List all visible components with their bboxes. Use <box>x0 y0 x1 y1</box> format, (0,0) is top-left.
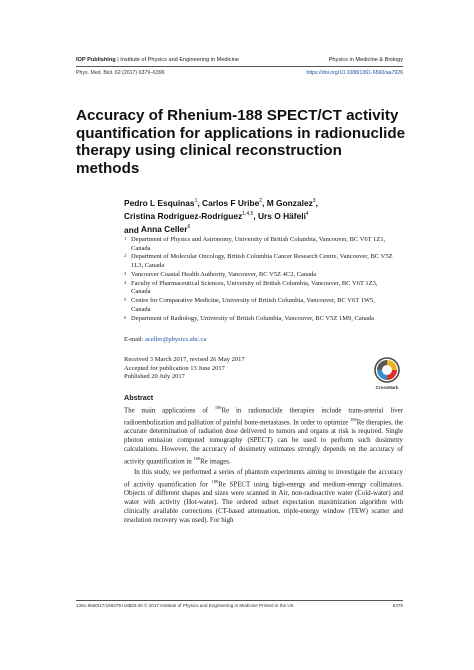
author: Cristina Rodríguez-Rodríguez$^{1,4,5}$, <box>124 211 258 222</box>
contact-email <box>124 336 324 343</box>
institute-name: Institute of Physics and Engineering in Medicine <box>120 57 240 63</box>
affiliation: 5 Centre for Comparative Medicine, University of British Columbia, Vancouver, BC V6T 1W5, Canada <box>124 297 375 313</box>
crossmark-icon[interactable] <box>374 357 400 387</box>
affiliation: 1 Department of Physics and Astronomy, University of British Columbia, Vancouver, BC V6T 1Z1, Canada <box>124 236 386 252</box>
author: Pedro L Esquinas$^1$, <box>124 197 203 208</box>
author: Anna Celler$^6$ <box>140 224 191 235</box>
header-rule <box>76 66 403 67</box>
page-number: 6379 <box>392 603 403 608</box>
page-footer <box>76 603 403 611</box>
crossmark-label: CrossMark <box>375 385 399 390</box>
abstract-paragraph: In this study, we performed a series of phantom experiments aiming to investigate the accuracy of activity quantification for $^{188}$Re SPECT using high-energy and medium-energy collimators. Objects of different shapes and sizes were scanned in Air, non-radioactive water (Cold-water) and water with activity (Hot-water). The ordered subset expectation maximization algorithm with clinically available corrections (CT-based attenuation, triple-energy window (TEW) scatter and resolution recovery was used). For high <box>124 468 403 524</box>
affiliation: 3 Vancouver Coastal Health Authority, Vancouver, BC V5Z 4C2, Canada <box>124 270 317 278</box>
email-link[interactable]: aceller@physics.ubc.ca <box>145 336 207 343</box>
publisher-line <box>76 57 239 63</box>
footer-rule <box>76 600 403 601</box>
citation-ref: Phys. Med. Biol. 62 (2017) 6379–6396 <box>76 70 165 76</box>
published-date: Published 20 July 2017 <box>124 373 185 381</box>
received-date: Received 3 March 2017, revised 26 May 2017 <box>124 356 245 363</box>
author-list <box>124 196 394 236</box>
author: M Gonzalez$^3$, <box>266 197 318 208</box>
affiliation: 2 Department of Molecular Oncology, British Columbia Cancer Research Centre, Vancouver, BC V5Z 1L3, Canada <box>124 253 393 270</box>
publication-dates <box>124 356 324 382</box>
paper-title: Accuracy of Rhenium-188 SPECT/CT activity quantification for applications in radionuclide therapy using clinical reconstruction methods <box>76 107 406 177</box>
header-separator: | <box>117 57 121 63</box>
author-and: and <box>124 224 141 235</box>
journal-name: Physics in Medicine & Biology <box>328 57 403 63</box>
email-label: E-mail: <box>124 336 144 343</box>
abstract-paragraph: The main applications of $^{188}$Re in radionuclide therapies include trans-arterial liver radioembolization and palliation of painful bone-metastases. In order to optimize $^{188}$Re therapies, the accurate determination of radiation dose delivered to tumors and organs at risk is required. Single photon emission computed tomography (SPECT) can be used to perform such dosimetry calculations. However, the accuracy of dosimetry estimates strongly depends on the accuracy of activity quantification in $^{188}$Re images. <box>124 404 403 466</box>
publisher-name: IOP Publishing <box>76 57 116 63</box>
accepted-date: Accepted for publication 13 June 2017 <box>124 364 225 372</box>
affiliation: 4 Faculty of Pharmaceutical Sciences, University of British Columbia, Vancouver, BC V6T 1Z3, Canada <box>124 279 378 296</box>
doi-link[interactable]: https://doi.org/10.1088/1361-6560/aa7926 <box>306 70 403 76</box>
affiliation: 6 Department of Radiology, University of British Columbia, Vancouver, BC V5Z 1M9, Canada <box>124 314 374 322</box>
author: Carlos F Uribe$^2$, <box>202 197 267 208</box>
copyright-line: 1361-6560/17/166379+18$33.00 © 2017 Institute of Physics and Engineering in Medicine Printed in the UK <box>76 603 294 608</box>
affiliation-list <box>124 236 394 324</box>
author: Urs O Häfeli$^4$ <box>257 211 309 222</box>
abstract-section <box>124 394 403 526</box>
abstract-heading: Abstract <box>124 393 154 402</box>
citation-line <box>76 70 403 79</box>
